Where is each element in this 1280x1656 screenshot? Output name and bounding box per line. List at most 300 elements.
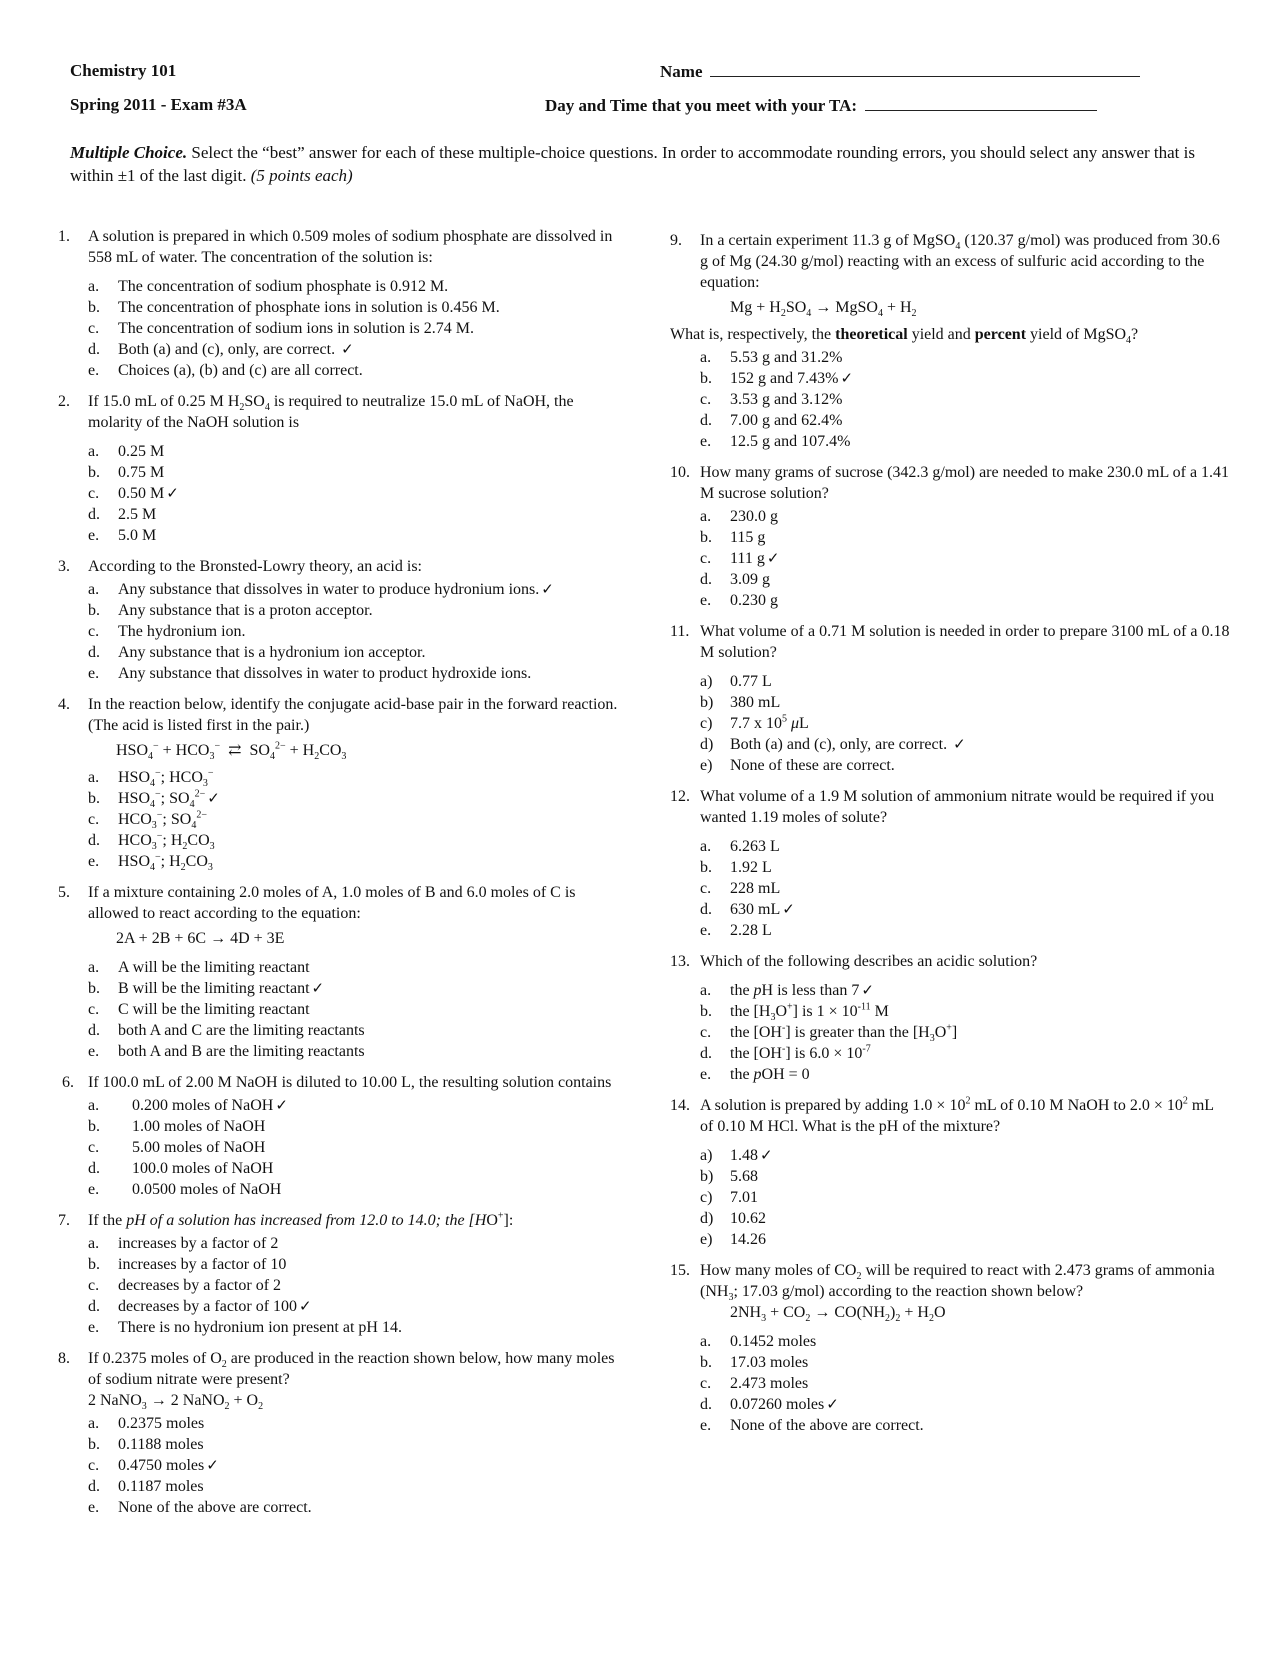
option[interactable]: [700, 878, 1230, 899]
option[interactable]: [88, 360, 618, 381]
name-label: Name: [660, 62, 703, 81]
option-text: 5.00 moles of NaOH: [132, 1139, 266, 1156]
question-1: [58, 226, 618, 381]
option-text: decreases by a factor of 100: [118, 1298, 298, 1315]
option-letter: d.: [700, 1396, 712, 1413]
option-text: 0.1188 moles: [118, 1436, 204, 1453]
option-text: 2.473 moles: [730, 1375, 809, 1392]
option[interactable]: [88, 957, 618, 978]
question-text: If the pH of a solution has increased from 12.0 to 14.0; the [HO+]:: [88, 1210, 514, 1229]
option-letter: b.: [700, 1354, 712, 1371]
option[interactable]: [88, 1020, 618, 1041]
option[interactable]: [88, 621, 618, 642]
option-text: 2.5 M: [118, 506, 157, 523]
ta-label: Day and Time that you meet with your TA:: [545, 96, 858, 115]
option-text: B will be the limiting reactant: [118, 980, 310, 997]
option[interactable]: [88, 642, 618, 663]
equation: $2NH_3 + CO_2 \to CO(NH_2)_2 + H_2O$: [730, 1304, 946, 1325]
option[interactable]: [700, 713, 1230, 734]
check-mark-icon: ✓: [541, 580, 554, 598]
option-text: 0.0500 moles of NaOH: [132, 1181, 282, 1198]
option-text: 5.68: [730, 1168, 758, 1185]
option-letter: a.: [700, 349, 712, 366]
question-number: 5.: [58, 884, 70, 901]
option[interactable]: [88, 600, 618, 621]
option-letter: c.: [88, 811, 100, 828]
option-text: 12.5 g and 107.4%: [730, 433, 851, 450]
option-text: 0.1187 moles: [118, 1478, 204, 1495]
option[interactable]: [88, 1254, 618, 1275]
option-letter: e): [700, 757, 713, 774]
question-13: [670, 951, 1230, 1085]
option[interactable]: [88, 1116, 618, 1137]
option[interactable]: [700, 1022, 1230, 1043]
check-mark-icon: ✓: [311, 979, 325, 997]
option-letter: e.: [88, 1181, 100, 1198]
question-14: [670, 1095, 1230, 1250]
option-letter: a.: [700, 1333, 712, 1350]
question-number: 9.: [670, 232, 682, 249]
option-text: 7.00 g and 62.4%: [730, 412, 843, 429]
option[interactable]: [88, 1413, 618, 1434]
option[interactable]: [88, 1317, 618, 1338]
option-text: Any substance that is a proton acceptor.: [118, 602, 373, 619]
option-text: Any substance that dissolves in water to produce hydronium ions.: [118, 581, 540, 598]
option-text: 228 mL: [730, 880, 781, 897]
option-text: $HSO_4^-$; $SO_4^{2-}$: [118, 788, 206, 811]
option-text: the pH is less than 7: [730, 982, 860, 999]
option-letter: a.: [700, 838, 712, 855]
option-letter: a.: [88, 769, 100, 786]
option[interactable]: [88, 978, 618, 999]
option[interactable]: [88, 767, 618, 788]
option-text: None of the above are correct.: [118, 1499, 312, 1516]
option[interactable]: [88, 1137, 618, 1158]
option-letter: d.: [88, 1478, 100, 1495]
option-letter: c.: [88, 1139, 100, 1156]
check-mark-icon: ✓: [299, 1297, 312, 1315]
option-letter: c.: [700, 880, 712, 897]
option-text: 111 g: [730, 550, 765, 567]
option-letter: a.: [88, 278, 100, 295]
exam-title: Spring 2011 - Exam #3A: [70, 95, 247, 114]
option[interactable]: [700, 755, 1230, 776]
question-text: If a mixture containing 2.0 moles of A, 1.0 moles of B and 6.0 moles of C is allowed to react according to the equation:: [88, 884, 576, 922]
option[interactable]: [700, 1145, 1230, 1166]
option-text: 2.28 L: [730, 922, 772, 939]
option-text: Choices (a), (b) and (c) are all correct.: [118, 362, 363, 379]
question-text: If 0.2375 moles of $O_2$ are produced in the reaction shown below, how many moles of sodium nitrate were present?: [88, 1350, 615, 1388]
option-text: There is no hydronium ion present at pH 14.: [118, 1319, 402, 1336]
option-letter: e.: [700, 433, 712, 450]
question-text: What volume of a 0.71 M solution is needed in order to prepare 3100 mL of a 0.18 M solution?: [700, 623, 1230, 661]
option-text: the [OH-] is greater than the $[H_3O^+]$: [730, 1022, 958, 1045]
question-text: A solution is prepared in which 0.509 moles of sodium phosphate are dissolved in 558 mL of water. The concentration of the solution is:: [88, 228, 613, 266]
option-letter: d.: [700, 571, 712, 588]
option-text: the $[H_3O^+]$ is $1 \times 10^{-11}$ M: [730, 1001, 889, 1024]
question-text: According to the Bronsted-Lowry theory, an acid is:: [88, 558, 422, 575]
question-number: 4.: [58, 696, 70, 713]
question-text: In the reaction below, identify the conjugate acid-base pair in the forward reaction. (The acid is listed first in the pair.): [88, 696, 618, 734]
option[interactable]: [700, 1043, 1230, 1064]
instructions-points: (5 points each): [250, 166, 353, 185]
question-text: A solution is prepared by adding $1.0 \times 10^2$ mL of 0.10 M NaOH to $2.0 \times 10^2$ mL of 0.10 M HCl. What is the pH of the mixture?: [700, 1095, 1214, 1135]
option-letter: b.: [700, 859, 712, 876]
option-letter: b.: [700, 529, 712, 546]
option-letter: b.: [88, 1256, 100, 1273]
instructions: [70, 141, 1220, 187]
option-letter: b.: [88, 1436, 100, 1453]
question-9: [670, 230, 1230, 452]
right-column: [670, 230, 1230, 1446]
option-text: 0.1452 moles: [730, 1333, 817, 1350]
option[interactable]: [88, 830, 618, 851]
option[interactable]: [700, 527, 1230, 548]
option-text: The concentration of sodium ions in solution is 2.74 M.: [118, 320, 474, 337]
option[interactable]: [88, 1158, 618, 1179]
option[interactable]: [88, 1233, 618, 1254]
check-mark-icon: ✓: [826, 1395, 839, 1413]
option-text: 1.92 L: [730, 859, 772, 876]
option-text: Both (a) and (c), only, are correct.: [118, 341, 336, 358]
option-letter: a.: [88, 581, 100, 598]
option-letter: b.: [88, 602, 100, 619]
option-text: $HSO_4^-$; $HCO_3^-$: [118, 767, 214, 790]
option-text: 0.200 moles of NaOH: [132, 1097, 274, 1114]
option-letter: d.: [88, 832, 100, 849]
option[interactable]: [88, 1497, 618, 1518]
question-11: [670, 621, 1230, 776]
option-text: the [OH-] is $6.0 \times 10^{-7}$: [730, 1043, 871, 1062]
ta-blank[interactable]: [865, 94, 1097, 111]
option[interactable]: [700, 920, 1230, 941]
option[interactable]: [88, 999, 618, 1020]
question-text: How many grams of sucrose (342.3 g/mol) are needed to make 230.0 mL of a 1.41 M sucrose solution?: [700, 464, 1230, 502]
option-text: None of the above are correct.: [730, 1417, 924, 1434]
option-text: 7.7 x $10^5$ μL: [730, 713, 809, 732]
option[interactable]: [700, 1229, 1230, 1250]
option[interactable]: [700, 1352, 1230, 1373]
option[interactable]: [88, 1095, 618, 1116]
option-letter: e.: [88, 1043, 100, 1060]
option[interactable]: [88, 1296, 618, 1317]
option-text: None of these are correct.: [730, 757, 895, 774]
question-number: 7.: [58, 1212, 70, 1229]
question-text: If 100.0 mL of 2.00 M NaOH is diluted to 10.00 L, the resulting solution contains: [88, 1074, 612, 1091]
option[interactable]: [88, 579, 618, 600]
option[interactable]: [700, 857, 1230, 878]
option-letter: b.: [700, 1003, 712, 1020]
option-text: Any substance that dissolves in water to product hydroxide ions.: [118, 665, 532, 682]
question-number: 13.: [670, 953, 690, 970]
option[interactable]: [700, 1208, 1230, 1229]
option[interactable]: [700, 548, 1230, 569]
option-letter: d.: [700, 1045, 712, 1062]
option-letter: e.: [88, 527, 100, 544]
option-letter: e.: [700, 592, 712, 609]
option[interactable]: [88, 1434, 618, 1455]
question-4: [58, 694, 618, 872]
option-letter: e.: [88, 853, 100, 870]
left-column: [58, 226, 618, 1528]
option[interactable]: [700, 671, 1230, 692]
check-mark-icon: ✓: [766, 549, 780, 567]
option-text: 152 g and 7.43%: [730, 370, 839, 387]
option-letter: d.: [88, 506, 100, 523]
option-letter: b.: [700, 370, 712, 387]
option[interactable]: [700, 734, 1230, 755]
question-5: [58, 882, 618, 1062]
check-mark-icon: ✓: [840, 369, 854, 387]
option[interactable]: [700, 1001, 1230, 1022]
option[interactable]: [700, 347, 1230, 368]
option[interactable]: [88, 1476, 618, 1497]
option-text: 0.25 M: [118, 443, 165, 460]
option-text: 0.50 M: [118, 485, 165, 502]
question-number: 14.: [670, 1097, 690, 1114]
option-text: 115 g: [730, 529, 766, 546]
option-text: 6.263 L: [730, 838, 780, 855]
option-letter: d.: [88, 1022, 100, 1039]
option[interactable]: [700, 980, 1230, 1001]
question-number: 1.: [58, 228, 70, 245]
option-text: 0.230 g: [730, 592, 778, 609]
option[interactable]: [700, 1331, 1230, 1352]
option-text: decreases by a factor of 2: [118, 1277, 282, 1294]
option[interactable]: [700, 1394, 1230, 1415]
question-number: 8.: [58, 1350, 70, 1367]
option-text: 7.01: [730, 1189, 758, 1206]
question-number: 15.: [670, 1262, 690, 1279]
option-text: increases by a factor of 2: [118, 1235, 279, 1252]
option[interactable]: [700, 1373, 1230, 1394]
option[interactable]: [700, 836, 1230, 857]
option-letter: e.: [700, 922, 712, 939]
option-text: 14.26: [730, 1231, 766, 1248]
option-text: 3.53 g and 3.12%: [730, 391, 843, 408]
option-letter: c): [700, 715, 713, 732]
option-text: $HCO_3^-$; $SO_4^{2-}$: [118, 809, 207, 832]
option-letter: e.: [88, 1499, 100, 1516]
option-letter: a.: [88, 1235, 100, 1252]
option-letter: d.: [88, 341, 100, 358]
option[interactable]: [88, 663, 618, 684]
option-letter: a.: [88, 1415, 100, 1432]
option[interactable]: [88, 483, 618, 504]
option-letter: c.: [700, 550, 712, 567]
option[interactable]: [88, 462, 618, 483]
option-letter: a.: [700, 508, 712, 525]
question-6: [58, 1072, 618, 1200]
check-mark-icon: ✓: [166, 484, 179, 502]
option[interactable]: [88, 809, 618, 830]
question-number: 6.: [62, 1074, 74, 1091]
option[interactable]: [700, 692, 1230, 713]
option-text: 630 mL: [730, 901, 781, 918]
question-text: How many moles of $CO_2$ will be required to react with 2.473 grams of ammonia ($NH_3$; 17.03 g/mol) according to the reaction shown below?: [700, 1262, 1215, 1304]
option[interactable]: [88, 318, 618, 339]
option[interactable]: [700, 1166, 1230, 1187]
option-letter: a.: [88, 1097, 100, 1114]
option-text: 0.77 L: [730, 673, 772, 690]
option-letter: a.: [88, 443, 100, 460]
check-mark-icon: ✓: [206, 1456, 219, 1474]
option[interactable]: [700, 431, 1230, 452]
option-letter: c.: [88, 623, 100, 640]
option-text: 0.75 M: [118, 464, 165, 481]
option-text: 3.09 g: [730, 571, 770, 588]
option-letter: d.: [88, 1298, 100, 1315]
equation: $Mg + H_2SO_4$ → MgSO$_4$ + $H_2$: [730, 299, 917, 320]
option[interactable]: [88, 504, 618, 525]
option-letter: e.: [700, 1066, 712, 1083]
option-text: The hydronium ion.: [118, 623, 246, 640]
check-mark-icon: ✓: [953, 735, 966, 753]
name-field[interactable]: [660, 60, 1140, 82]
option-text: Both (a) and (c), only, are correct.: [730, 736, 948, 753]
option[interactable]: [700, 590, 1230, 611]
question-9-ask: What is, respectively, the theoretical yield and percent yield of MgSO$_4$?: [670, 326, 1139, 347]
option[interactable]: [88, 339, 618, 360]
question-number: 10.: [670, 464, 690, 481]
option-letter: e.: [700, 1417, 712, 1434]
option-letter: c.: [88, 1277, 100, 1294]
option[interactable]: [88, 788, 618, 809]
option-letter: a.: [88, 959, 100, 976]
option[interactable]: [700, 1064, 1230, 1085]
option-text: 1.00 moles of NaOH: [132, 1118, 266, 1135]
option-text: increases by a factor of 10: [118, 1256, 287, 1273]
option-letter: d.: [88, 1160, 100, 1177]
question-number: 12.: [670, 788, 690, 805]
option[interactable]: [88, 851, 618, 872]
option[interactable]: [700, 410, 1230, 431]
question-text: What volume of a 1.9 M solution of ammonium nitrate would be required if you wanted 1.19 moles of solute?: [700, 788, 1215, 826]
option-text: C will be the limiting reactant: [118, 1001, 310, 1018]
option-text: A will be the limiting reactant: [118, 959, 310, 976]
option-text: 17.03 moles: [730, 1354, 809, 1371]
option-letter: c.: [700, 1024, 712, 1041]
option-text: 0.07260 moles: [730, 1396, 825, 1413]
option[interactable]: [700, 569, 1230, 590]
instructions-text: Select the “best” answer for each of these multiple-choice questions. In order to accommodate rounding errors, you should select any answer that is within ±1 of the last digit.: [70, 143, 1195, 185]
check-mark-icon: ✓: [861, 981, 874, 999]
check-mark-icon: ✓: [207, 789, 220, 807]
check-mark-icon: ✓: [275, 1096, 288, 1114]
option[interactable]: [88, 276, 618, 297]
option-letter: a): [700, 1147, 713, 1164]
option-letter: c.: [88, 1001, 100, 1018]
question-2: [58, 391, 618, 546]
option-letter: c.: [88, 485, 100, 502]
option-letter: d): [700, 736, 714, 753]
option[interactable]: [700, 1187, 1230, 1208]
question-text: In a certain experiment 11.3 g of MgSO$_4$ (120.37 g/mol) was produced from 30.6 g of Mg (24.30 g/mol) reacting with an excess of sulfuric acid according to the equation:: [700, 232, 1220, 291]
option-text: 5.0 M: [118, 527, 157, 544]
option-text: Any substance that is a hydronium ion acceptor.: [118, 644, 426, 661]
equation: 2A + 2B + 6C → 4D + 3E: [116, 930, 285, 947]
course-title: Chemistry 101: [70, 61, 177, 80]
option[interactable]: [88, 297, 618, 318]
question-7: [58, 1210, 618, 1338]
option-text: 380 mL: [730, 694, 781, 711]
option[interactable]: [700, 389, 1230, 410]
option-text: $HSO_4^-$; $H_2CO_3$: [118, 851, 213, 874]
question-12: [670, 786, 1230, 941]
question-number: 3.: [58, 558, 70, 575]
option-text: 0.2375 moles: [118, 1415, 205, 1432]
option-text: both A and B are the limiting reactants: [118, 1043, 365, 1060]
option[interactable]: [88, 1275, 618, 1296]
option-letter: e): [700, 1231, 713, 1248]
option[interactable]: [88, 525, 618, 546]
option[interactable]: [88, 441, 618, 462]
option-letter: c): [700, 1189, 713, 1206]
option-letter: a): [700, 673, 713, 690]
option-text: 230.0 g: [730, 508, 778, 525]
check-mark-icon: ✓: [782, 900, 795, 918]
option[interactable]: [88, 1041, 618, 1062]
option-letter: d.: [700, 412, 712, 429]
name-blank[interactable]: [710, 60, 1140, 77]
option-letter: c.: [88, 1457, 100, 1474]
option-letter: b.: [88, 1118, 100, 1135]
option-letter: b): [700, 1168, 714, 1185]
option-letter: c.: [88, 320, 100, 337]
option-letter: d): [700, 1210, 714, 1227]
option-text: 10.62: [730, 1210, 766, 1227]
option[interactable]: [700, 899, 1230, 920]
option[interactable]: [700, 368, 1230, 389]
option-letter: b.: [88, 980, 100, 997]
option-text: The concentration of sodium phosphate is 0.912 M.: [118, 278, 449, 295]
option-letter: a.: [700, 982, 712, 999]
option-text: The concentration of phosphate ions in solution is 0.456 M.: [118, 299, 500, 316]
check-mark-icon: ✓: [341, 340, 354, 358]
option[interactable]: [700, 1415, 1230, 1436]
option[interactable]: [88, 1179, 618, 1200]
option-text: 0.4750 moles: [118, 1457, 205, 1474]
option-text: 1.48: [730, 1147, 758, 1164]
option-letter: c.: [700, 1375, 712, 1392]
question-number: 11.: [670, 623, 690, 640]
option[interactable]: [700, 506, 1230, 527]
question-text: If 15.0 mL of 0.25 M $H_2SO_4$ is required to neutralize 15.0 mL of NaOH, the molarity of the NaOH solution is: [88, 393, 574, 431]
option-letter: c.: [700, 391, 712, 408]
question-10: [670, 462, 1230, 611]
equation: $HSO_4^- + HCO_3^-$ ⇄ $SO_4^{2-} + H_2CO_3$: [116, 740, 347, 763]
option-letter: d.: [88, 644, 100, 661]
equation: 2 NaNO$_3$ → 2 NaNO$_2$ + $O_2$: [88, 1392, 264, 1413]
option-letter: e.: [88, 665, 100, 682]
option-letter: d.: [700, 901, 712, 918]
option-letter: b.: [88, 299, 100, 316]
question-3: [58, 556, 618, 684]
option-letter: e.: [88, 362, 100, 379]
option-text: 100.0 moles of NaOH: [132, 1160, 274, 1177]
option-letter: b.: [88, 790, 100, 807]
question-15: [670, 1260, 1230, 1436]
option-letter: b.: [88, 464, 100, 481]
option-letter: b): [700, 694, 714, 711]
question-text: Which of the following describes an acidic solution?: [700, 953, 1038, 970]
instructions-lead: Multiple Choice.: [70, 143, 188, 162]
ta-field[interactable]: [545, 94, 1097, 116]
option-text: 5.53 g and 31.2%: [730, 349, 843, 366]
option[interactable]: [88, 1455, 618, 1476]
option-text: both A and C are the limiting reactants: [118, 1022, 365, 1039]
option-text: $HCO_3^-$; $H_2CO_3$: [118, 830, 215, 853]
